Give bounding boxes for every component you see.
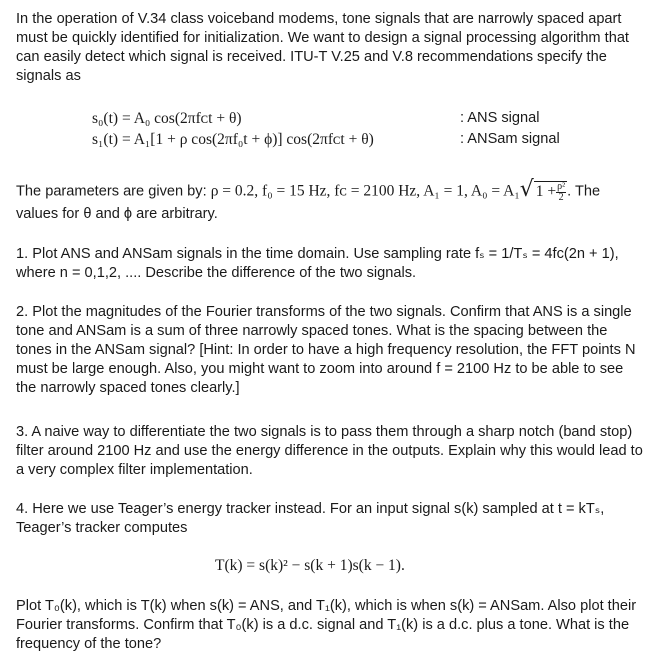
parameters-line-2: values for θ and ϕ are arbitrary.: [16, 206, 218, 222]
ans-equation-label: : ANS signal: [460, 110, 540, 126]
ans-equation: s₀(t) = A₀ cos(2πfᴄt + θ): [92, 110, 242, 127]
fraction-denominator: 2: [558, 191, 564, 203]
sqrt-term: 1 +: [535, 183, 557, 200]
teager-equation: T(k) = s(k)² − s(k + 1)s(k − 1).: [215, 557, 405, 574]
question-1-line-1: 1. Plot ANS and ANSam signals in the time domain. Use sampling rate fₛ = 1/Tₛ = 4fᴄ(2n + 1),: [16, 246, 619, 262]
parameters-tail: . The: [567, 183, 601, 200]
ansam-equation-label: : ANSam signal: [460, 131, 560, 147]
sqrt-expression: [519, 177, 567, 203]
intro-paragraph: In the operation of V.34 class voiceband modems, tone signals that are narrowly spaced apart must be quickly identified for initialization. We want to design a signal processing algorithm that can easily detect which signal is received. ITU-T V.25 and V.8 recommendations specify the signals as: [16, 11, 629, 84]
question-1-line-2: where n = 0,1,2, .... Describe the difference of the two signals.: [16, 265, 417, 281]
question-4-line-2: Teager’s tracker computes: [16, 520, 188, 536]
sqrt-sign: √: [519, 177, 534, 202]
question-4-final: Plot T₀(k), which is T(k) when s(k) = ANS, and T₁(k), which is when s(k) = ANSam. Also plot their Fourier transforms. Confirm that T₀(k) is a d.c. signal and T₁(k) is a d.c. plus a tone. What is the frequency of the tone?: [16, 598, 637, 652]
question-4-line-1: 4. Here we use Teager’s energy tracker instead. For an input signal s(k) sampled at t = kTₛ,: [16, 501, 605, 517]
question-3: 3. A naive way to differentiate the two signals is to pass them through a sharp notch (band stop) filter around 2100 Hz and use the energy difference in the outputs. Explain why this would lead to a very complex filter implementation.: [16, 424, 643, 478]
ansam-equation: s₁(t) = A₁[1 + ρ cos(2πf₀t + ϕ)] cos(2πfᴄt + θ): [92, 131, 374, 148]
parameters-line: [16, 177, 646, 203]
fraction-numerator: ρ²: [557, 180, 566, 192]
question-2: 2. Plot the magnitudes of the Fourier transforms of the two signals. Confirm that ANS is a single tone and ANSam is a sum of three narrowly spaced tones. What is the spacing between the tones in the ANSam signal? [Hint: In order to have a high frequency resolution, the FFT points N must be large enough. Also, you might want to zoom into around f = 2100 Hz to be able to see the narrowly spaced tones clearly.]: [16, 304, 636, 396]
parameters-lead: The parameters are given by:: [16, 183, 211, 200]
parameters-values: ρ = 0.2, f₀ = 15 Hz, fᴄ = 2100 Hz, A₁ = 1, A₀ = A₁: [210, 182, 520, 200]
rho-fraction: [556, 182, 566, 203]
